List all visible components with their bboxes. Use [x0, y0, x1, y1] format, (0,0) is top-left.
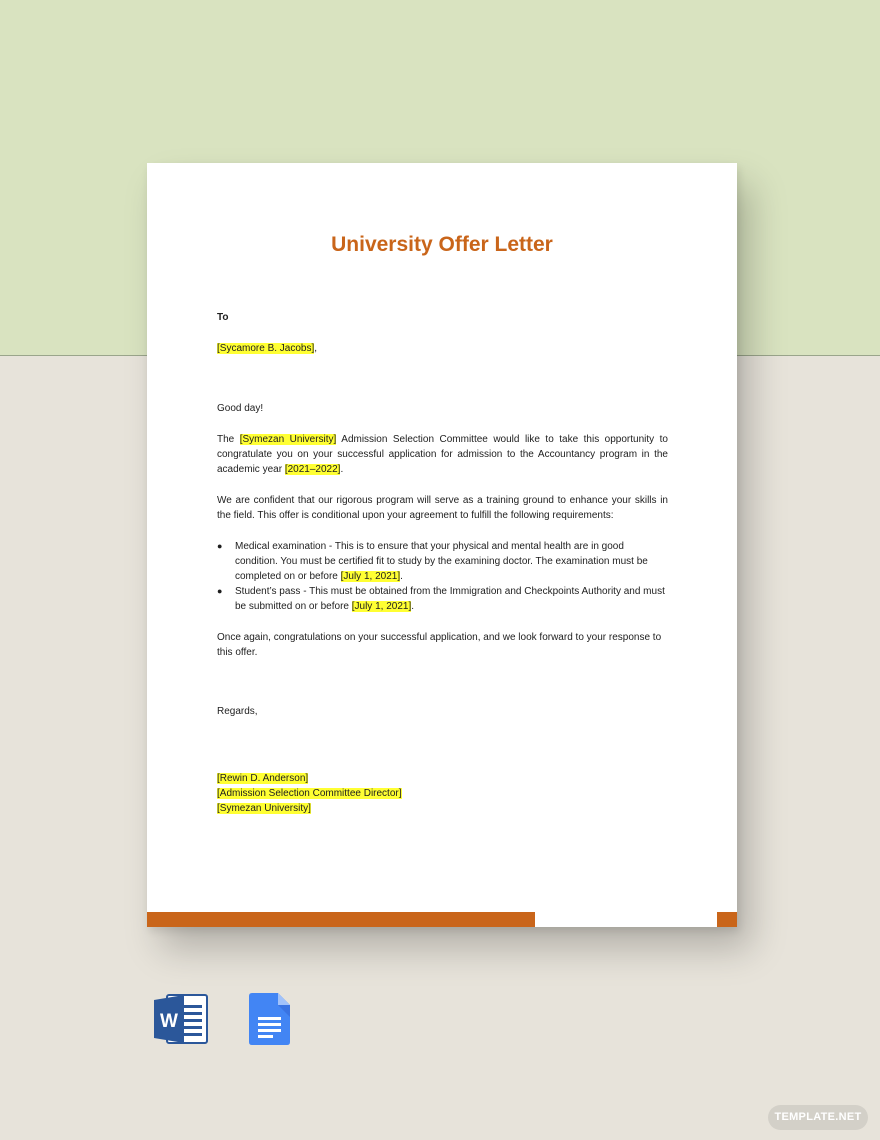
- signatory-position-placeholder[interactable]: [Admission Selection Committee Director]: [217, 788, 402, 799]
- signatory-organization-placeholder[interactable]: [Symezan University]: [217, 803, 311, 814]
- university-name-placeholder[interactable]: [Symezan University]: [239, 434, 337, 445]
- requirement-item-medical: [217, 539, 668, 584]
- word-app-icon[interactable]: [152, 993, 210, 1045]
- signature-block: [217, 771, 668, 816]
- document-page: [147, 163, 737, 927]
- paragraph-conditions: We are confident that our rigorous program will serve as a training ground to enhance your skills in the field. This offer is conditional upon your agreement to fulfill the following requirements:: [217, 495, 668, 521]
- footer-accent-bar: [147, 912, 535, 927]
- regards: Regards,: [217, 706, 258, 717]
- intro-text-post: .: [340, 464, 344, 475]
- recipient-suffix: ,: [314, 343, 318, 354]
- template-watermark-badge: TEMPLATE.NET: [768, 1105, 868, 1130]
- requirement-text: Medical examination - This is to ensure that your physical and mental health are in good condition. You must be certified fit to study by the examining doctor. The examination must be completed on or before: [235, 541, 648, 582]
- signatory-name-placeholder[interactable]: [Rewin D. Anderson]: [217, 773, 309, 784]
- intro-text-pre: The: [217, 434, 240, 445]
- document-title: University Offer Letter: [331, 233, 553, 256]
- to-label: To: [217, 312, 229, 323]
- requirement-text-post: .: [400, 571, 403, 582]
- requirement-text: Student’s pass - This must be obtained from the Immigration and Checkpoints Authority and must be submitted on or before: [235, 586, 665, 612]
- intro-text-mid: Admission Selection Committee would like to take this opportunity to congratulate you on your successful application for admission to the Accountancy program in the academic year: [217, 434, 668, 475]
- deadline-date-placeholder[interactable]: [July 1, 2021]: [351, 601, 412, 612]
- recipient-line: [217, 341, 668, 356]
- deadline-date-placeholder[interactable]: [July 1, 2021]: [340, 571, 401, 582]
- paragraph-closing: Once again, congratulations on your successful application, and we look forward to your response to this offer.: [217, 632, 662, 658]
- paragraph-intro: [217, 432, 668, 477]
- google-docs-icon[interactable]: [249, 993, 291, 1045]
- bullet-icon: ●: [217, 586, 223, 596]
- letter-body: [217, 310, 668, 816]
- recipient-name-placeholder[interactable]: [Sycamore B. Jacobs]: [217, 343, 315, 354]
- requirements-list: [217, 539, 668, 614]
- footer-accent-corner: [717, 912, 737, 927]
- bullet-icon: ●: [217, 541, 223, 551]
- word-letter: W: [160, 1011, 178, 1032]
- requirement-text-post: .: [411, 601, 415, 612]
- academic-year-placeholder[interactable]: [2021–2022]: [284, 464, 341, 475]
- greeting: Good day!: [217, 403, 264, 414]
- requirement-item-students-pass: [217, 584, 668, 614]
